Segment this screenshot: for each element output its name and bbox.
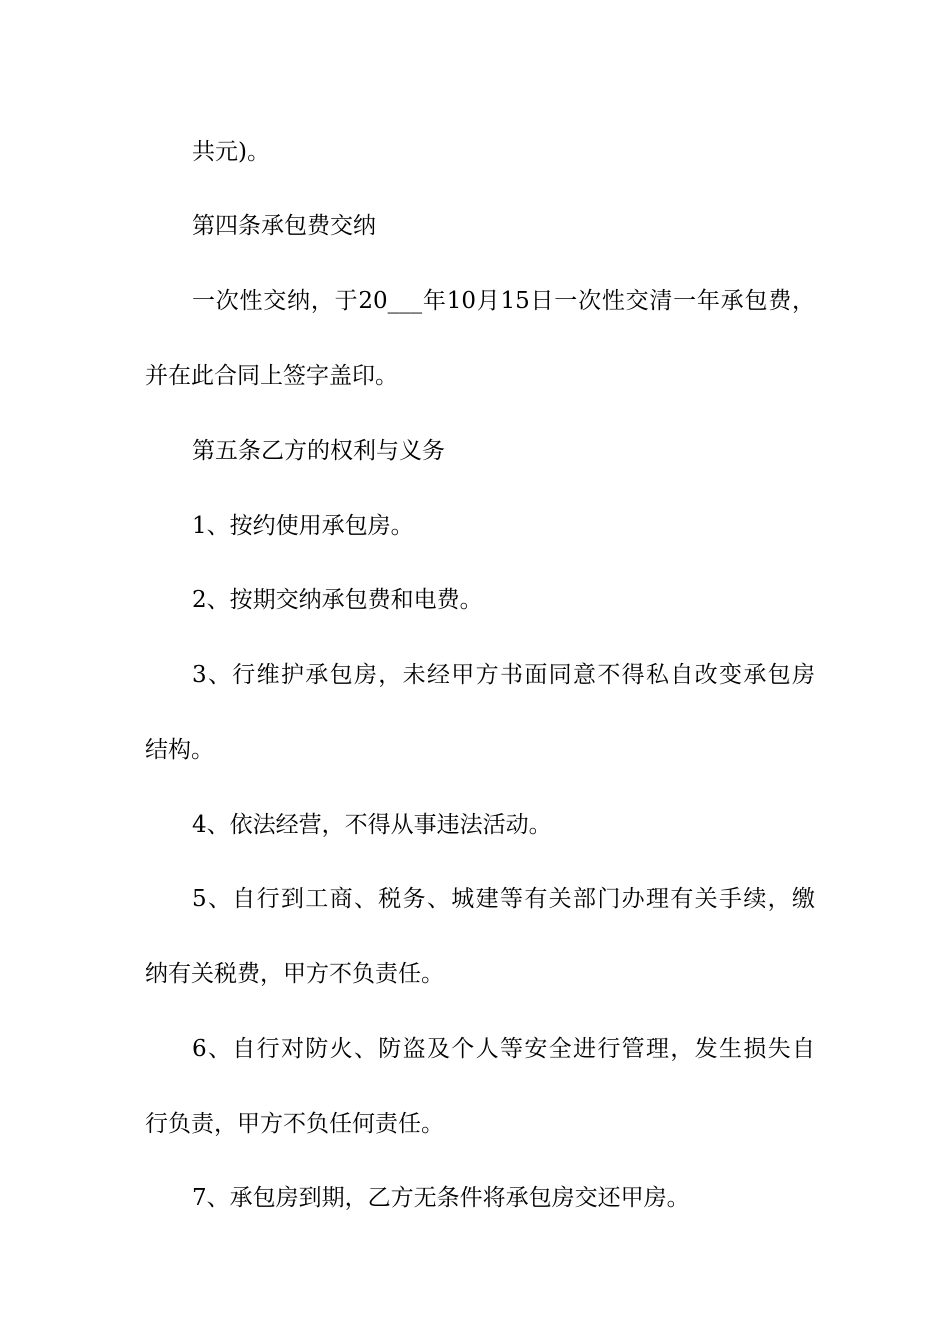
list-item: 3、行维护承包房，未经甲方书面同意不得私自改变承包房 — [192, 662, 815, 688]
list-item: 5、自行到工商、税务、城建等有关部门办理有关手续，缴 — [192, 886, 815, 912]
list-item: 2、按期交纳承包费和电费。 — [192, 587, 483, 613]
list-item: 7、承包房到期，乙方无条件将承包房交还甲房。 — [192, 1185, 690, 1211]
list-item: 6、自行对防火、防盗及个人等安全进行管理，发生损失自 — [192, 1036, 815, 1062]
paragraph-line: 纳有关税费，甲方不负责任。 — [145, 961, 444, 987]
paragraph-line: 并在此合同上签字盖印。 — [145, 363, 398, 389]
paragraph-line: 行负责，甲方不负任何责任。 — [145, 1111, 444, 1137]
list-item: 1、按约使用承包房。 — [192, 513, 414, 539]
paragraph-line: 一次性交纳，于20___年10月15日一次性交清一年承包费， — [192, 288, 815, 314]
list-item: 4、依法经营，不得从事违法活动。 — [192, 812, 552, 838]
section-heading-4: 第四条承包费交纳 — [192, 213, 376, 239]
section-heading-5: 第五条乙方的权利与义务 — [192, 438, 445, 464]
paragraph-line: 结构。 — [145, 737, 214, 763]
paragraph-line: 共元)。 — [192, 139, 270, 165]
